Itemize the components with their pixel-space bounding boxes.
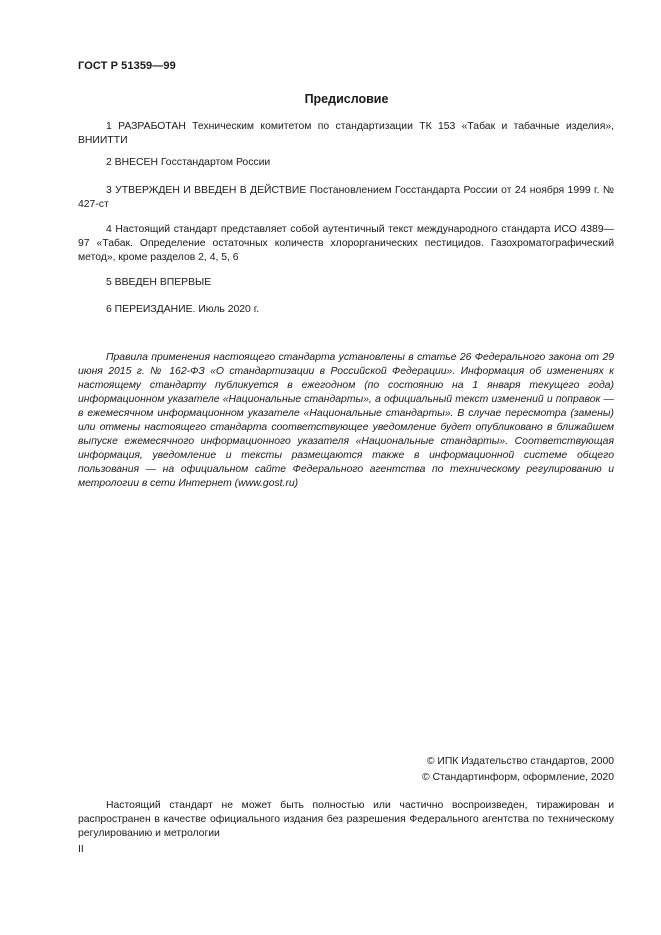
item-5: 5 ВВЕДЕН ВПЕРВЫЕ bbox=[106, 277, 212, 288]
section-title: Предисловие bbox=[304, 92, 389, 106]
page-number: II bbox=[78, 843, 84, 855]
copyright-2: © Стандартинформ, оформление, 2020 bbox=[421, 772, 614, 783]
item-6: 6 ПЕРЕИЗДАНИЕ. Июль 2020 г. bbox=[106, 304, 260, 315]
document-code: ГОСТ Р 51359—99 bbox=[78, 60, 176, 72]
item-2: 2 ВНЕСЕН Госстандартом России bbox=[106, 157, 271, 168]
reproduction-notice: Настоящий стандарт не может быть полностью или частично воспроизведен, тиражирован и распространен в качестве официального издания без разрешения Федерального агентства по техническому регулированию и метрологии bbox=[78, 800, 614, 839]
item-4: 4 Настоящий стандарт представляет собой аутентичный текст международного стандарта ИСО 4389—97 «Табак. Определение остаточных количеств хлорорганических пестицидов. Газохроматографический метод», кроме разделов 2, 4, 5, 6 bbox=[78, 224, 614, 263]
item-3: 3 УТВЕРЖДЕН И ВВЕДЕН В ДЕЙСТВИЕ Постановлением Госстандарта России от 24 ноября 1999 г. № 427-ст bbox=[78, 185, 614, 210]
copyright-1: © ИПК Издательство стандартов, 2000 bbox=[426, 756, 614, 767]
notice-paragraph: Правила применения настоящего стандарта установлены в статье 26 Федерального закона от 29 июня 2015 г. № 162-ФЗ «О стандартизации в Российской Федерации». Информация об изменениях к настоящему стандарту публикуется в ежегодном (по состоянию на 1 января текущего года) информационном указателе «Национальные стандарты», а официальный текст изменений и поправок — в ежемесячном информационном указателе «Национальные стандарты». В случае пересмотра (замены) или отмены настоящего стандарта соответствующее уведомление будет опубликовано в ближайшем выпуске ежемесячного информационного указателя «Национальные стандарты». Соответствующая информация, уведомление и тексты размещаются также в информационной системе общего пользования — на официальном сайте Федерального агентства по техническому регулированию и метрологии в сети Интернет (www.gost.ru) bbox=[78, 352, 614, 489]
item-1: 1 РАЗРАБОТАН Техническим комитетом по стандартизации ТК 153 «Табак и табачные изделия», ВНИИТТИ bbox=[78, 121, 614, 146]
